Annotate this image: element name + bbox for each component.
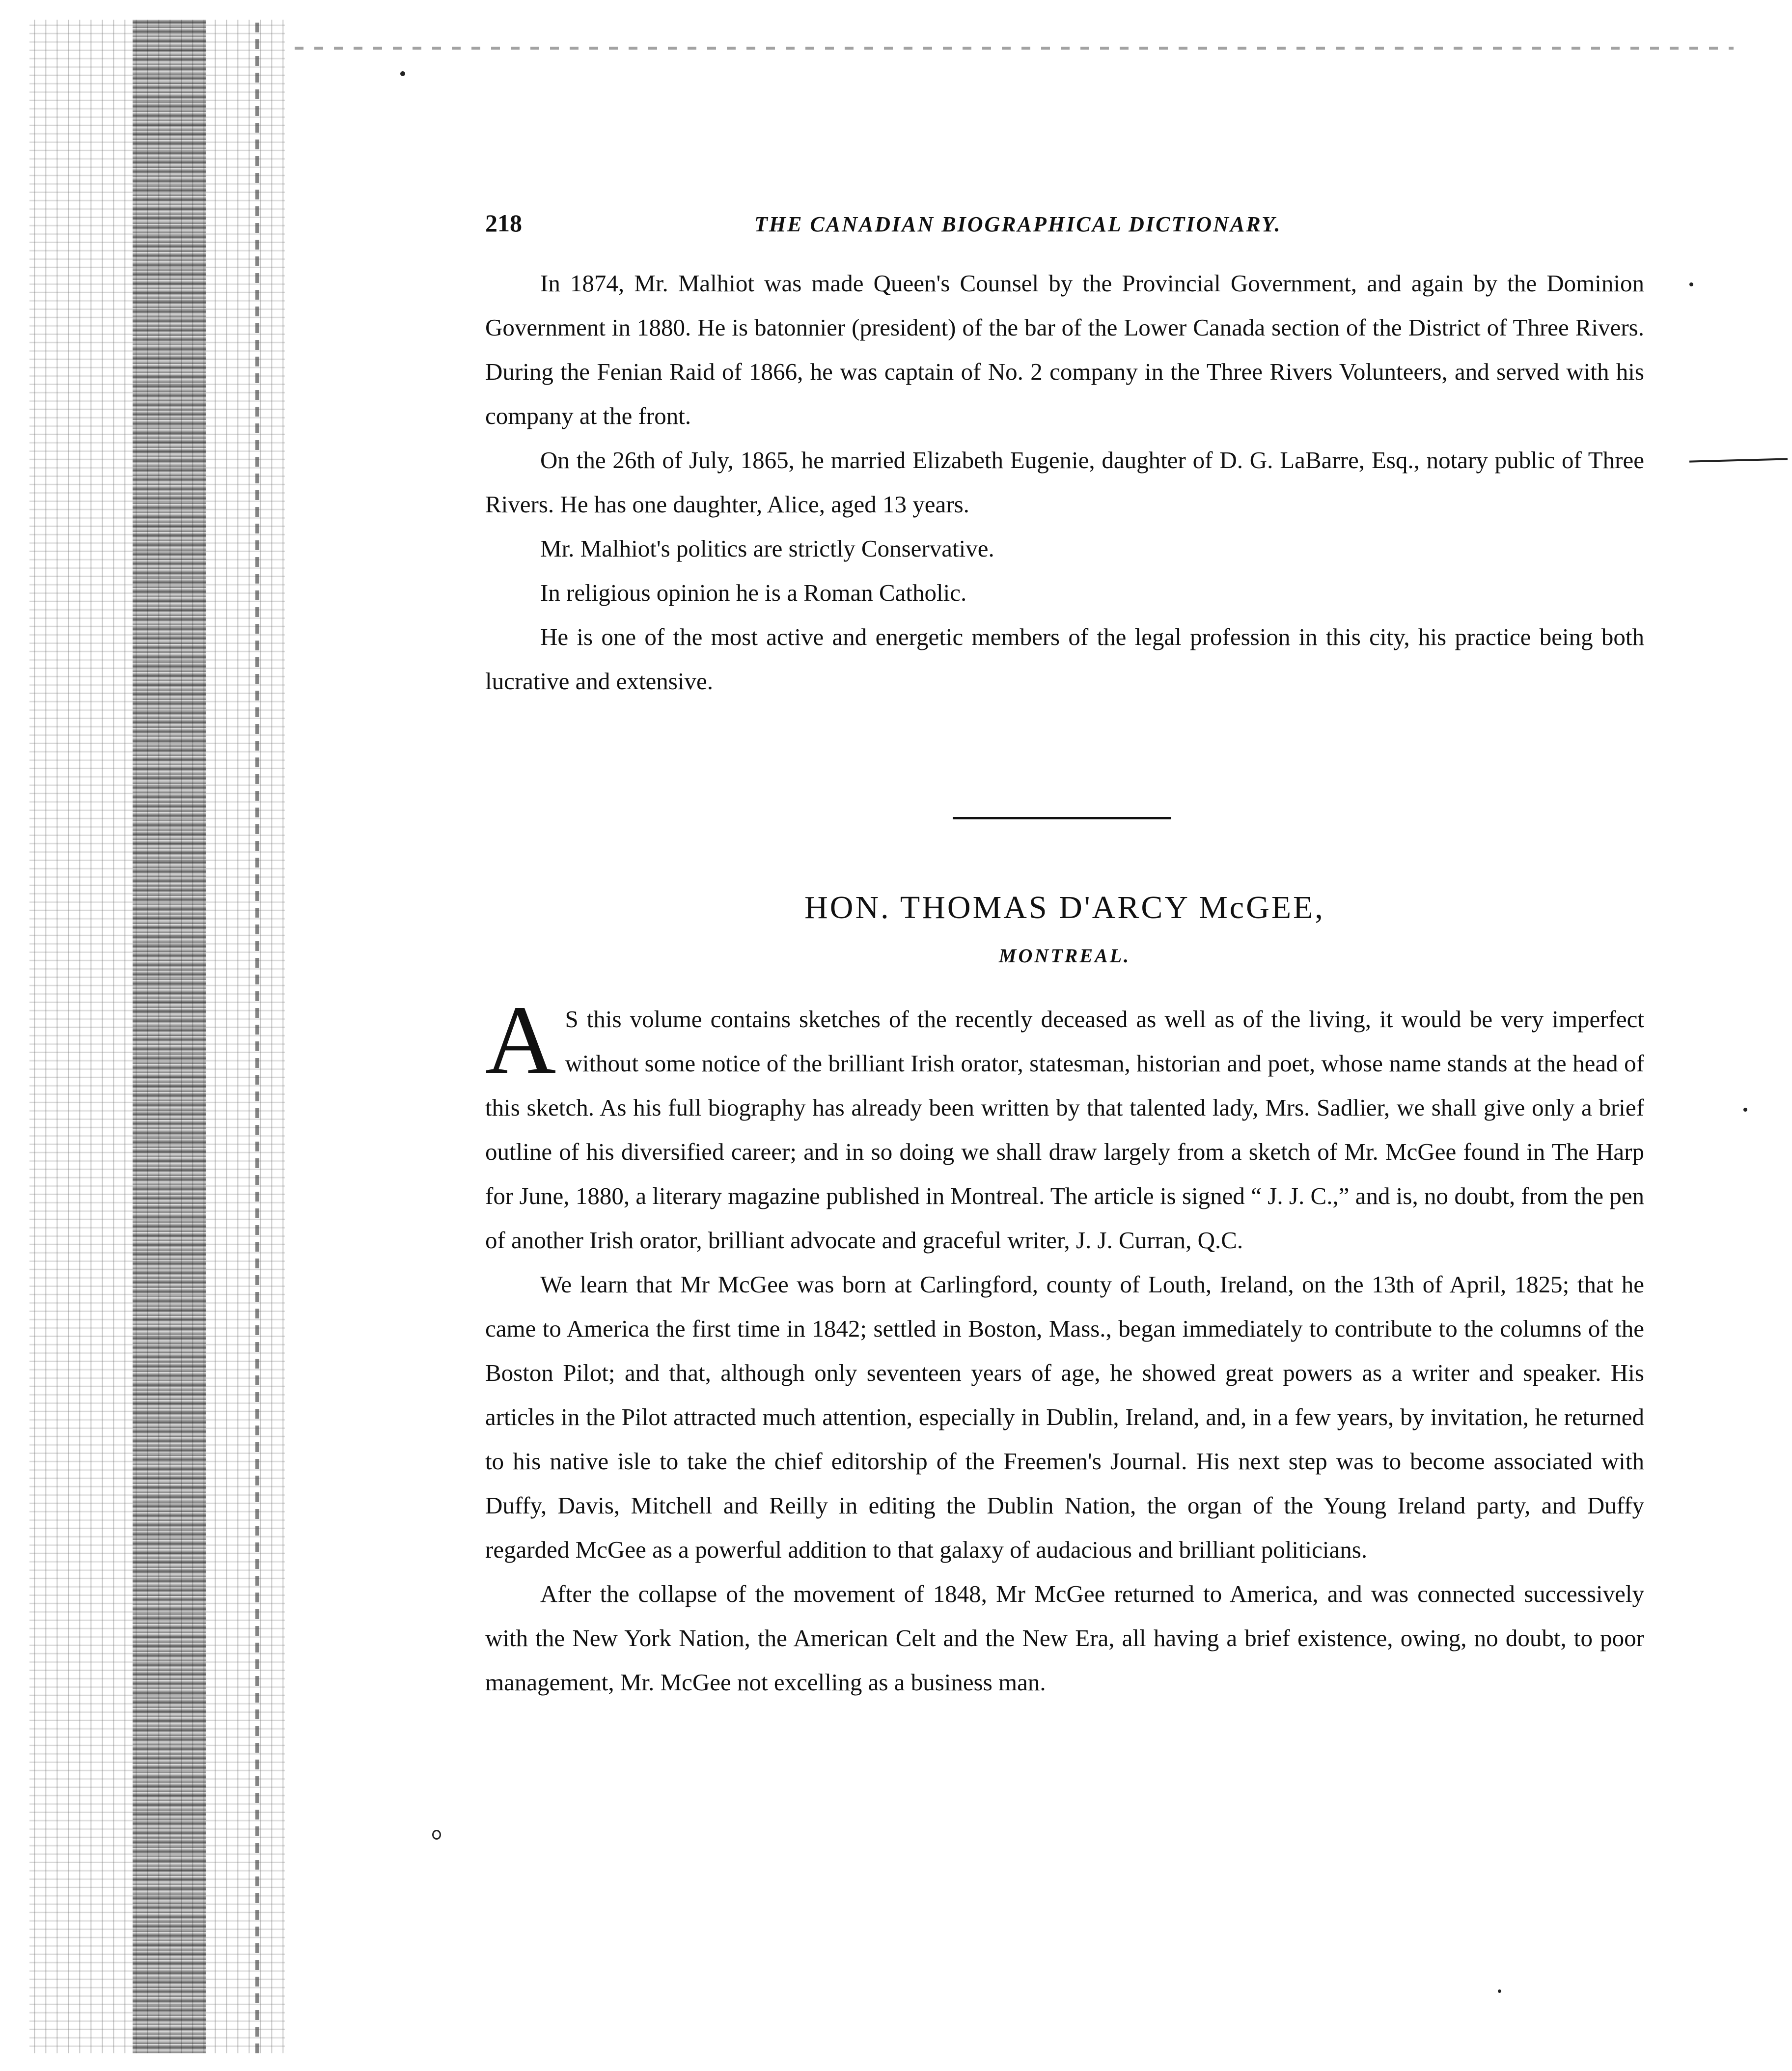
paragraph: We learn that Mr McGee was born at Carlingford, county of Louth, Ireland, on the 13th of April, 1825; that he came to America the first time in 1842; settled in Boston, Mass., began immediately to contribute to the columns of the Boston Pilot; and that, although only seventeen years of age, he showed great powers as a writer and speaker. His articles in the Pilot attracted much attention, especially in Dublin, Ireland, and, in a few years, by invitation, he returned to his native isle to take the chief editorship of the Freemen's Journal. His next step was to become associated with Duffy, Davis, Mitchell and Reilly in editing the Dublin Nation, the organ of the Young Ireland party, and Duffy regarded McGee as a powerful addition to that galaxy of audacious and brilliant politicians.: [485, 1271, 1644, 1563]
section-malhiot-conclusion: [485, 261, 1644, 703]
paragraph-text: S this volume contains sketches of the recently deceased as well as of the living, it would be very imperfect without some notice of the brilliant Irish orator, statesman, historian and poet, whose name stands at the head of this sketch. As his full biography has already been written by that talented lady, Mrs. Sadlier, we shall give only a brief outline of his diversified career; and in so doing we shall draw largely from a sketch of Mr. McGee found in The Harp for June, 1880, a literary magazine published in Montreal. The article is signed “ J. J. C.,” and is, no doubt, from the pen of another Irish orator, brilliant advocate and graceful writer, J. J. Curran, Q.C.: [485, 1006, 1644, 1254]
scan-speck: [1689, 282, 1693, 286]
section-divider: [953, 817, 1171, 819]
paragraph: Mr. Malhiot's politics are strictly Conservative.: [540, 535, 994, 562]
scan-speck: [432, 1830, 441, 1840]
margin-mark: [1689, 458, 1788, 462]
paragraph: After the collapse of the movement of 1848, Mr McGee returned to America, and was connected successively with the New York Nation, the American Celt and the New Era, all having a brief existence, owing, no doubt, to poor management, Mr. McGee not excelling as a business man.: [485, 1580, 1644, 1696]
paragraph: He is one of the most active and energetic members of the legal profession in this city, his practice being both lucrative and extensive.: [485, 623, 1644, 695]
scan-speck: [1743, 1108, 1747, 1112]
scan-speck: [400, 71, 405, 76]
page-number: 218: [485, 209, 522, 237]
binding-edge: [255, 20, 259, 2053]
paragraph: On the 26th of July, 1865, he married Elizabeth Eugenie, daughter of D. G. LaBarre, Esq., notary public of Three Rivers. He has one daughter, Alice, aged 13 years.: [485, 447, 1644, 518]
drop-cap: A: [485, 986, 556, 1094]
paragraph: In religious opinion he is a Roman Catholic.: [540, 579, 967, 606]
running-head: THE CANADIAN BIOGRAPHICAL DICTIONARY.: [754, 212, 1282, 236]
article-subtitle: MONTREAL.: [998, 945, 1131, 967]
paragraph: In 1874, Mr. Malhiot was made Queen's Counsel by the Provincial Government, and again by the Dominion Government in 1880. He is batonnier (president) of the bar of the Lower Canada section of the District of Three Rivers. During the Fenian Raid of 1866, he was captain of No. 2 company in the Three Rivers Volunteers, and served with his company at the front.: [485, 270, 1644, 429]
paragraph-with-dropcap: [485, 986, 1644, 1262]
page-header: [485, 209, 1644, 243]
section-mcgee: [485, 986, 1644, 1705]
article-title: HON. THOMAS D'ARCY McGEE,: [804, 890, 1325, 925]
scan-speck: [1498, 1989, 1501, 1993]
binding-shadow: [133, 20, 206, 2053]
top-scan-edge: [295, 47, 1734, 50]
